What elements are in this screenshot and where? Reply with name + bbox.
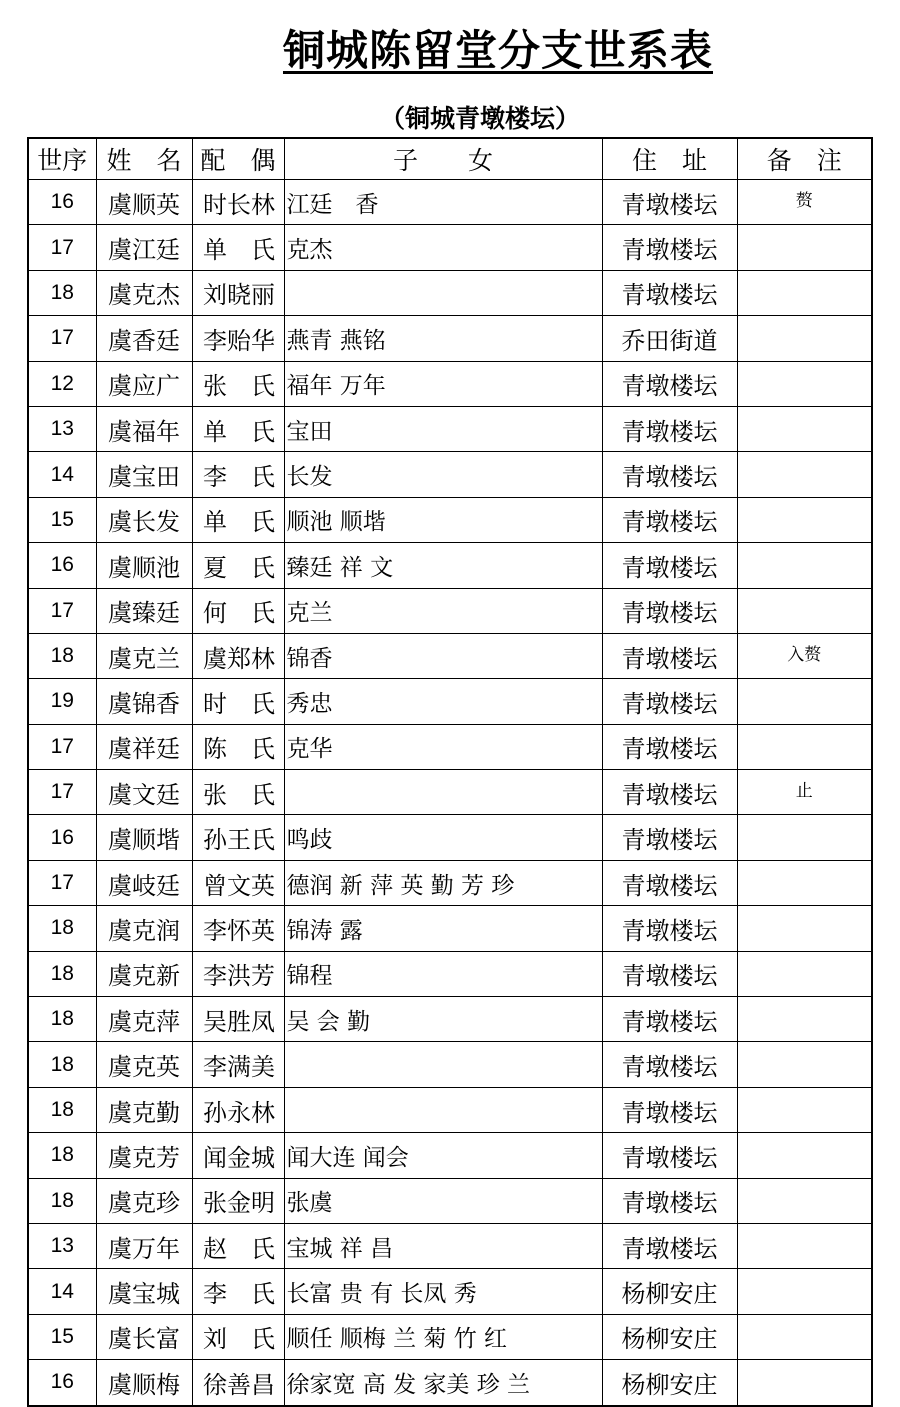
note-cell <box>737 1087 872 1132</box>
children-cell: 长富 贵 有 长凤 秀 <box>284 1269 602 1314</box>
spouse-cell: 时长林 <box>192 180 284 225</box>
header-children: 子 女 <box>284 138 602 180</box>
note-cell <box>737 1314 872 1359</box>
seq-cell: 17 <box>28 860 96 905</box>
name-cell: 虞应广 <box>96 361 192 406</box>
table-row <box>28 1133 872 1178</box>
name-cell: 虞克萍 <box>96 997 192 1042</box>
table-row <box>28 543 872 588</box>
spouse-cell: 夏 氏 <box>192 543 284 588</box>
children-cell: 锦涛 露 <box>284 906 602 951</box>
children-cell: 闻大连 闻会 <box>284 1133 602 1178</box>
note-cell <box>737 452 872 497</box>
name-cell: 虞锦香 <box>96 679 192 724</box>
address-cell: 青墩楼坛 <box>602 951 737 996</box>
children-cell: 宝城 祥 昌 <box>284 1223 602 1268</box>
spouse-cell: 张金明 <box>192 1178 284 1223</box>
address-cell: 杨柳安庄 <box>602 1360 737 1406</box>
address-cell: 青墩楼坛 <box>602 1223 737 1268</box>
table-row <box>28 270 872 315</box>
name-cell: 虞万年 <box>96 1223 192 1268</box>
spouse-cell: 李怀英 <box>192 906 284 951</box>
table-body <box>28 180 872 1406</box>
spouse-cell: 徐善昌 <box>192 1360 284 1406</box>
table-row <box>28 497 872 542</box>
seq-cell: 18 <box>28 1042 96 1087</box>
spouse-cell: 李贻华 <box>192 316 284 361</box>
seq-cell: 18 <box>28 1133 96 1178</box>
address-cell: 青墩楼坛 <box>602 1178 737 1223</box>
children-cell: 臻廷 祥 文 <box>284 543 602 588</box>
name-cell: 虞宝田 <box>96 452 192 497</box>
table-row <box>28 180 872 225</box>
address-cell: 青墩楼坛 <box>602 180 737 225</box>
name-cell: 虞顺英 <box>96 180 192 225</box>
note-cell <box>737 815 872 860</box>
address-cell: 杨柳安庄 <box>602 1314 737 1359</box>
spouse-cell: 赵 氏 <box>192 1223 284 1268</box>
seq-cell: 18 <box>28 1087 96 1132</box>
header-address: 住 址 <box>602 138 737 180</box>
children-cell <box>284 1042 602 1087</box>
table-row <box>28 225 872 270</box>
note-cell <box>737 1178 872 1223</box>
children-cell: 宝田 <box>284 406 602 451</box>
seq-cell: 16 <box>28 180 96 225</box>
table-header-row <box>28 138 872 180</box>
name-cell: 虞克润 <box>96 906 192 951</box>
table-row <box>28 633 872 678</box>
children-cell <box>284 1087 602 1132</box>
address-cell: 青墩楼坛 <box>602 770 737 815</box>
address-cell: 青墩楼坛 <box>602 1042 737 1087</box>
address-cell: 青墩楼坛 <box>602 815 737 860</box>
seq-cell: 14 <box>28 1269 96 1314</box>
spouse-cell: 孙王氏 <box>192 815 284 860</box>
note-cell <box>737 997 872 1042</box>
name-cell: 虞克芳 <box>96 1133 192 1178</box>
table-row <box>28 1314 872 1359</box>
address-cell: 青墩楼坛 <box>602 860 737 905</box>
note-cell <box>737 361 872 406</box>
address-cell: 青墩楼坛 <box>602 1087 737 1132</box>
note-cell <box>737 679 872 724</box>
note-cell <box>737 951 872 996</box>
note-cell <box>737 1133 872 1178</box>
table-row <box>28 815 872 860</box>
table-row <box>28 1360 872 1406</box>
children-cell: 克兰 <box>284 588 602 633</box>
name-cell: 虞长发 <box>96 497 192 542</box>
spouse-cell: 何 氏 <box>192 588 284 633</box>
note-cell <box>737 406 872 451</box>
seq-cell: 17 <box>28 225 96 270</box>
table-row <box>28 1223 872 1268</box>
header-note: 备 注 <box>737 138 872 180</box>
address-cell: 青墩楼坛 <box>602 997 737 1042</box>
seq-cell: 17 <box>28 770 96 815</box>
table-row <box>28 1269 872 1314</box>
name-cell: 虞克兰 <box>96 633 192 678</box>
name-cell: 虞顺池 <box>96 543 192 588</box>
name-cell: 虞岐廷 <box>96 860 192 905</box>
children-cell: 锦程 <box>284 951 602 996</box>
genealogy-table <box>27 137 873 1407</box>
note-cell <box>737 497 872 542</box>
children-cell: 吴 会 勤 <box>284 997 602 1042</box>
spouse-cell: 虞郑林 <box>192 633 284 678</box>
spouse-cell: 李洪芳 <box>192 951 284 996</box>
name-cell: 虞江廷 <box>96 225 192 270</box>
table-row <box>28 997 872 1042</box>
address-cell: 青墩楼坛 <box>602 588 737 633</box>
address-cell: 乔田街道 <box>602 316 737 361</box>
note-cell <box>737 724 872 769</box>
seq-cell: 14 <box>28 452 96 497</box>
children-cell: 长发 <box>284 452 602 497</box>
seq-cell: 18 <box>28 906 96 951</box>
table-row <box>28 316 872 361</box>
seq-cell: 18 <box>28 997 96 1042</box>
page-title-text: 铜城陈留堂分支世系表 <box>282 26 713 75</box>
children-cell: 江廷 香 <box>284 180 602 225</box>
address-cell: 青墩楼坛 <box>602 543 737 588</box>
note-cell <box>737 1042 872 1087</box>
note-cell <box>737 270 872 315</box>
seq-cell: 16 <box>28 815 96 860</box>
note-cell <box>737 1269 872 1314</box>
children-cell <box>284 270 602 315</box>
spouse-cell: 时 氏 <box>192 679 284 724</box>
seq-cell: 13 <box>28 406 96 451</box>
spouse-cell: 吴胜凤 <box>192 997 284 1042</box>
spouse-cell: 李 氏 <box>192 452 284 497</box>
seq-cell: 16 <box>28 543 96 588</box>
note-cell <box>737 906 872 951</box>
table-row <box>28 770 872 815</box>
name-cell: 虞祥廷 <box>96 724 192 769</box>
name-cell: 虞香廷 <box>96 316 192 361</box>
children-cell: 张虞 <box>284 1178 602 1223</box>
note-cell: 入赘 <box>737 633 872 678</box>
spouse-cell: 张 氏 <box>192 770 284 815</box>
seq-cell: 15 <box>28 1314 96 1359</box>
spouse-cell: 曾文英 <box>192 860 284 905</box>
table-row <box>28 361 872 406</box>
seq-cell: 16 <box>28 1360 96 1406</box>
name-cell: 虞顺堦 <box>96 815 192 860</box>
name-cell: 虞顺梅 <box>96 1360 192 1406</box>
address-cell: 青墩楼坛 <box>602 679 737 724</box>
table-row <box>28 588 872 633</box>
page-subtitle: （铜城青墩楼坛） <box>379 104 580 133</box>
address-cell: 青墩楼坛 <box>602 633 737 678</box>
seq-cell: 18 <box>28 951 96 996</box>
seq-cell: 17 <box>28 316 96 361</box>
name-cell: 虞克珍 <box>96 1178 192 1223</box>
seq-cell: 18 <box>28 270 96 315</box>
table-row <box>28 951 872 996</box>
name-cell: 虞文廷 <box>96 770 192 815</box>
note-cell <box>737 225 872 270</box>
address-cell: 杨柳安庄 <box>602 1269 737 1314</box>
spouse-cell: 张 氏 <box>192 361 284 406</box>
table-row <box>28 724 872 769</box>
seq-cell: 12 <box>28 361 96 406</box>
table-row <box>28 860 872 905</box>
spouse-cell: 单 氏 <box>192 406 284 451</box>
note-cell <box>737 316 872 361</box>
note-cell <box>737 588 872 633</box>
table-row <box>28 452 872 497</box>
note-cell <box>737 1223 872 1268</box>
name-cell: 虞福年 <box>96 406 192 451</box>
spouse-cell: 李满美 <box>192 1042 284 1087</box>
address-cell: 青墩楼坛 <box>602 724 737 769</box>
name-cell: 虞克英 <box>96 1042 192 1087</box>
table-row <box>28 1178 872 1223</box>
note-cell <box>737 860 872 905</box>
note-cell: 赘 <box>737 180 872 225</box>
children-cell: 秀忠 <box>284 679 602 724</box>
address-cell: 青墩楼坛 <box>602 452 737 497</box>
table-row <box>28 1042 872 1087</box>
spouse-cell: 陈 氏 <box>192 724 284 769</box>
children-cell: 顺任 顺梅 兰 菊 竹 红 <box>284 1314 602 1359</box>
seq-cell: 17 <box>28 588 96 633</box>
children-cell: 德润 新 萍 英 勤 芳 珍 <box>284 860 602 905</box>
seq-cell: 18 <box>28 1178 96 1223</box>
children-cell: 克杰 <box>284 225 602 270</box>
address-cell: 青墩楼坛 <box>602 1133 737 1178</box>
name-cell: 虞长富 <box>96 1314 192 1359</box>
header-name: 姓 名 <box>96 138 192 180</box>
note-cell <box>737 543 872 588</box>
seq-cell: 15 <box>28 497 96 542</box>
name-cell: 虞克杰 <box>96 270 192 315</box>
name-cell: 虞宝城 <box>96 1269 192 1314</box>
spouse-cell: 刘 氏 <box>192 1314 284 1359</box>
address-cell: 青墩楼坛 <box>602 225 737 270</box>
address-cell: 青墩楼坛 <box>602 361 737 406</box>
seq-cell: 17 <box>28 724 96 769</box>
seq-cell: 18 <box>28 633 96 678</box>
table-row <box>28 1087 872 1132</box>
children-cell: 克华 <box>284 724 602 769</box>
spouse-cell: 刘晓丽 <box>192 270 284 315</box>
address-cell: 青墩楼坛 <box>602 906 737 951</box>
children-cell: 燕青 燕铭 <box>284 316 602 361</box>
children-cell: 顺池 顺堦 <box>284 497 602 542</box>
header-spouse: 配 偶 <box>192 138 284 180</box>
spouse-cell: 单 氏 <box>192 225 284 270</box>
page-title <box>0 18 900 78</box>
table-row <box>28 906 872 951</box>
seq-cell: 13 <box>28 1223 96 1268</box>
table-row <box>28 679 872 724</box>
name-cell: 虞克勤 <box>96 1087 192 1132</box>
spouse-cell: 孙永林 <box>192 1087 284 1132</box>
address-cell: 青墩楼坛 <box>602 497 737 542</box>
name-cell: 虞克新 <box>96 951 192 996</box>
spouse-cell: 李 氏 <box>192 1269 284 1314</box>
children-cell: 徐家宽 高 发 家美 珍 兰 <box>284 1360 602 1406</box>
name-cell: 虞臻廷 <box>96 588 192 633</box>
address-cell: 青墩楼坛 <box>602 270 737 315</box>
children-cell: 锦香 <box>284 633 602 678</box>
seq-cell: 19 <box>28 679 96 724</box>
children-cell: 福年 万年 <box>284 361 602 406</box>
children-cell <box>284 770 602 815</box>
note-cell: 止 <box>737 770 872 815</box>
note-cell <box>737 1360 872 1406</box>
header-seq: 世序 <box>28 138 96 180</box>
table-row <box>28 406 872 451</box>
children-cell: 鸣歧 <box>284 815 602 860</box>
spouse-cell: 闻金城 <box>192 1133 284 1178</box>
spouse-cell: 单 氏 <box>192 497 284 542</box>
address-cell: 青墩楼坛 <box>602 406 737 451</box>
